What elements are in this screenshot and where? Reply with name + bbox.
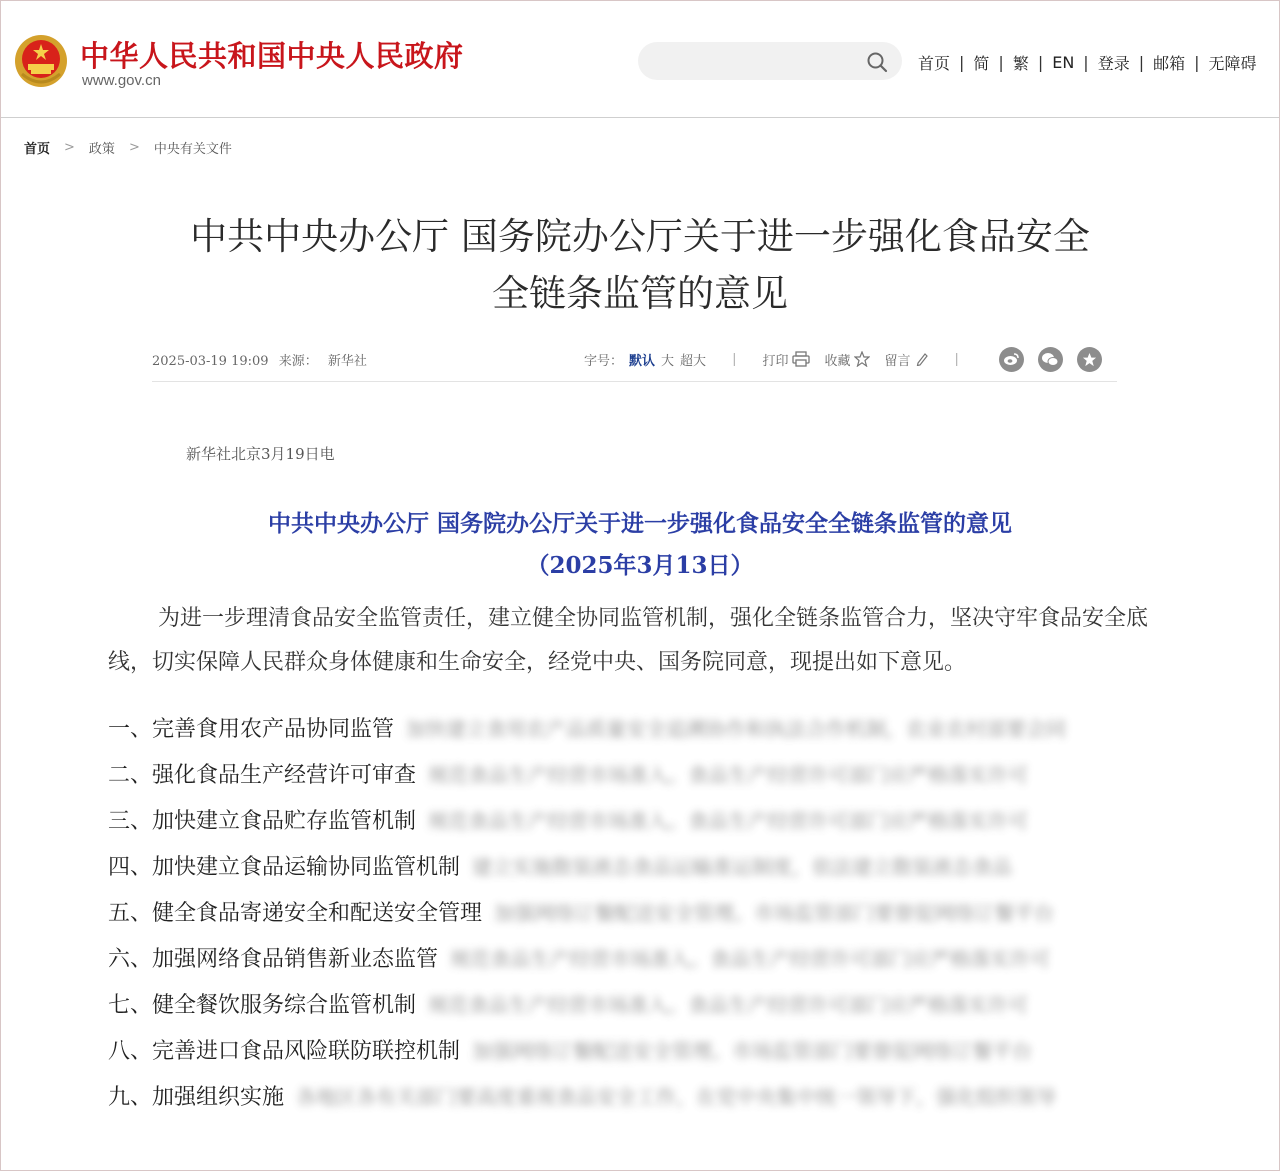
section-heading: 五、健全食品寄递安全和配送安全管理 xyxy=(108,900,483,926)
section-row xyxy=(108,980,1168,1026)
section-list xyxy=(108,704,1168,1118)
share-buttons xyxy=(985,347,1102,372)
search-box[interactable] xyxy=(638,42,902,80)
print-button[interactable] xyxy=(762,350,810,369)
blurred-section-text: 加快建立食用农产品质量安全追溯协作和执法合作机制，农业农村部要会同 xyxy=(406,716,1067,741)
section-heading: 八、完善进口食品风险联防联控机制 xyxy=(108,1038,461,1064)
blurred-section-text: 规范食品生产经营市场准入。食品生产经营许可部门应严格落实许可 xyxy=(450,946,1051,971)
favorite-label: 收藏 xyxy=(824,353,851,369)
section-row xyxy=(108,934,1168,980)
nav-login-link[interactable]: 登录 xyxy=(1097,53,1130,73)
breadcrumb-central-docs[interactable]: 中央有关文件 xyxy=(153,141,232,157)
site-domain: www.gov.cn xyxy=(82,72,161,89)
publish-date: 2025-03-19 19:09 xyxy=(152,354,269,369)
blurred-section-text: 建立实施散装液态食品运输准运制度，依法建立散装液态食品 xyxy=(472,854,1013,879)
site-header xyxy=(0,0,1280,118)
favorite-button[interactable] xyxy=(824,350,870,369)
article-meta-bar xyxy=(152,344,1117,382)
nav-simplified-link[interactable]: 简 xyxy=(973,53,990,73)
breadcrumb xyxy=(24,137,232,157)
blurred-section-text: 规范食品生产经营市场准入。食品生产经营许可部门应严格落实许可 xyxy=(428,762,1029,787)
article-title-line-1: 中共中央办公厅 国务院办公厅关于进一步强化食品安全 xyxy=(190,215,1090,258)
nav-separator: | xyxy=(998,52,1004,72)
section-row xyxy=(108,704,1168,750)
font-size-xlarge[interactable]: 超大 xyxy=(680,353,707,369)
section-heading: 三、加快建立食品贮存监管机制 xyxy=(108,808,417,834)
section-row xyxy=(108,1026,1168,1072)
printer-icon xyxy=(792,351,810,367)
pencil-icon xyxy=(915,352,929,366)
section-row xyxy=(108,888,1168,934)
search-input[interactable] xyxy=(654,42,854,80)
nav-mail-link[interactable]: 邮箱 xyxy=(1153,53,1186,73)
document-title-text: 中共中央办公厅 国务院办公厅关于进一步强化食品安全全链条监管的意见 xyxy=(267,510,1012,537)
section-heading: 七、健全餐饮服务综合监管机制 xyxy=(108,992,417,1018)
search-icon[interactable] xyxy=(866,51,888,73)
star-icon xyxy=(854,351,870,367)
font-size-label: 字号： xyxy=(584,353,624,369)
nav-english-link[interactable]: EN xyxy=(1052,52,1075,72)
top-nav xyxy=(918,50,1257,74)
font-size-large[interactable]: 大 xyxy=(661,353,675,369)
site-name[interactable]: 中华人民共和国中央人民政府 xyxy=(80,39,464,73)
article-title xyxy=(140,208,1140,322)
document-date: （2025年3月13日） xyxy=(526,552,754,579)
font-size-default[interactable]: 默认 xyxy=(629,353,656,369)
blurred-section-text: 加强网络订餐配送安全管理。市场监管部门要督促网络订餐平台 xyxy=(494,900,1055,925)
section-heading: 六、加强网络食品销售新业态监管 xyxy=(108,946,439,972)
nav-separator: | xyxy=(1037,52,1044,72)
intro-paragraph: 为进一步理清食品安全监管责任，建立健全协同监管机制，强化全链条监管合力，坚决守牢食品安全底线，切实保障人民群众身体健康和生命安全，经党中央、国务院同意，现提出如下意见。 xyxy=(108,606,1149,675)
breadcrumb-home[interactable]: 首页 xyxy=(24,141,51,157)
dateline: 新华社北京3月19日电 xyxy=(186,445,335,463)
section-heading: 一、完善食用农产品协同监管 xyxy=(108,716,395,742)
nav-accessibility-link[interactable]: 无障碍 xyxy=(1208,53,1257,73)
article-meta-info xyxy=(152,350,373,369)
tools-separator: | xyxy=(954,351,959,367)
breadcrumb-policy[interactable]: 政策 xyxy=(88,141,115,157)
weibo-icon[interactable] xyxy=(999,347,1024,372)
wechat-icon[interactable] xyxy=(1038,347,1063,372)
nav-separator: | xyxy=(1194,52,1200,72)
national-emblem-logo[interactable] xyxy=(14,34,68,88)
section-row xyxy=(108,842,1168,888)
blurred-section-text: 规范食品生产经营市场准入。食品生产经营许可部门应严格落实许可 xyxy=(428,992,1029,1017)
chevron-right-icon: > xyxy=(64,139,75,155)
section-heading: 二、强化食品生产经营许可审查 xyxy=(108,762,417,788)
blurred-section-text: 加强网络订餐配送安全管理。市场监管部门要督促网络订餐平台 xyxy=(472,1038,1033,1063)
favorite-star-icon[interactable] xyxy=(1077,347,1102,372)
section-heading: 四、加快建立食品运输协同监管机制 xyxy=(108,854,461,880)
blurred-section-text: 规范食品生产经营市场准入。食品生产经营许可部门应严格落实许可 xyxy=(428,808,1029,833)
article-title-line-2: 全链条监管的意见 xyxy=(492,272,788,315)
chevron-right-icon: > xyxy=(128,139,140,155)
nav-separator: | xyxy=(959,52,965,72)
nav-separator: | xyxy=(1138,52,1145,72)
section-row xyxy=(108,796,1168,842)
nav-separator: | xyxy=(1083,52,1089,72)
article-tools xyxy=(584,344,1102,374)
nav-traditional-link[interactable]: 繁 xyxy=(1012,53,1029,73)
comment-label: 留言 xyxy=(884,353,911,369)
tools-separator: | xyxy=(732,351,737,367)
blurred-section-text: 各地区各有关部门要高度重视食品安全工作，在党中央集中统一领导下，强化组织领导 xyxy=(296,1084,1057,1109)
section-row xyxy=(108,750,1168,796)
source-name: 新华社 xyxy=(327,354,367,369)
comment-button[interactable] xyxy=(884,350,928,369)
print-label: 打印 xyxy=(762,353,789,369)
nav-home-link[interactable]: 首页 xyxy=(918,53,951,73)
section-row xyxy=(108,1072,1168,1118)
section-heading: 九、加强组织实施 xyxy=(108,1084,285,1110)
document-title xyxy=(140,503,1140,587)
source-label: 来源： xyxy=(278,354,318,369)
